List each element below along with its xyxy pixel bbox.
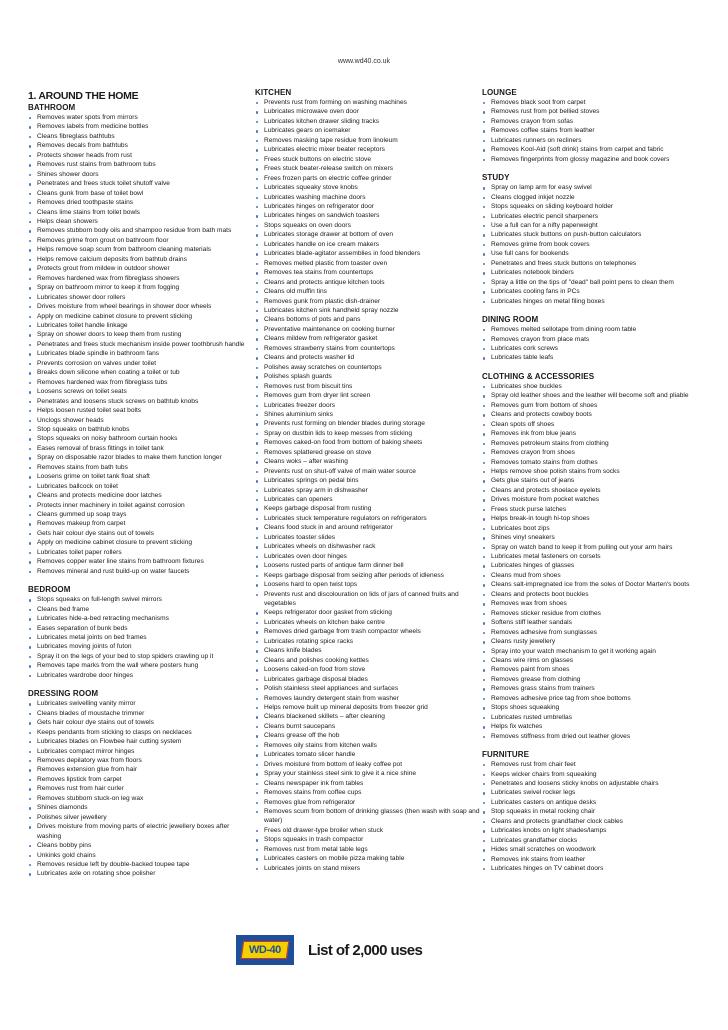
list-item: Cleans clogged inkjet nozzle [482, 193, 702, 202]
list-item: Cleans woks – after washing [255, 457, 480, 466]
list-item: Cleans rusty jewellery [482, 637, 702, 646]
list-item: Gets hair colour dye stains out of towels [28, 718, 253, 727]
list-item: Removes gunk from plastic dish-drainer [255, 297, 480, 306]
list-item: Penetrates and loosens sticky knobs on adjustable chairs [482, 779, 702, 788]
list-item: Removes black soot from carpet [482, 98, 702, 107]
list-item: Cleans blades of moustache trimmer [28, 709, 253, 718]
list-item: Cleans mud from shoes [482, 571, 702, 580]
list-item: Stops shoes squeaking [482, 703, 702, 712]
list-item: Removes stains from bath tubs [28, 463, 253, 472]
list-item: Cleans lime stains from toilet bowls [28, 208, 253, 217]
list-item: Removes dried toothpaste stains [28, 198, 253, 207]
list-item: Removes rust stains from bathroom tubs [28, 160, 253, 169]
list-item: Lubricates wheels on dishwasher rack [255, 542, 480, 551]
list-item: Use a full can for a nifty paperweight [482, 221, 702, 230]
list-item: Lubricates handle on ice cream makers [255, 240, 480, 249]
list-item: Clean spots off shoes [482, 420, 702, 429]
list-item: Helps remove shoe polish stains from socks [482, 467, 702, 476]
list-item: Lubricates hinges of glasses [482, 561, 702, 570]
list-item: Prevents rust forming on blender blades during storage [255, 419, 480, 428]
list-item: Unkinks gold chains [28, 851, 253, 860]
list-item: Lubricates toilet handle linkage [28, 321, 253, 330]
list-item: Stop squeaks on bathtub knobs [28, 425, 253, 434]
section-title: DRESSING ROOM [28, 689, 99, 699]
list-item: Loosens screws on toilet seats [28, 387, 253, 396]
uses-list [28, 699, 253, 879]
list-item: Lubricates blades on Flowbee hair cutting system [28, 737, 253, 746]
list-item: Lubricates toaster slides [255, 533, 480, 542]
list-item: Removes petroleum stains from clothing [482, 439, 702, 448]
list-item: Lubricates shower door rollers [28, 293, 253, 302]
list-item: Softens stiff leather sandals [482, 618, 702, 627]
section-dressing-room [28, 689, 253, 879]
list-item: Removes dried garbage from trash compactor wheels [255, 627, 480, 636]
list-item: Frees old drawer-type broiler when stuck [255, 826, 480, 835]
list-item: Lubricates casters on mobile pizza making table [255, 854, 480, 863]
list-item: Lubricates boot zips [482, 524, 702, 533]
list-item: Removes coffee stains from leather [482, 126, 702, 135]
list-item: Loosens rusted parts of antique farm dinner bell [255, 561, 480, 570]
list-item: Lubricates hinges on refrigerator door [255, 202, 480, 211]
list-item: Removes depilatory wax from floors [28, 756, 253, 765]
list-item: Lubricates rusted umbrellas [482, 713, 702, 722]
section-bathroom [28, 103, 253, 576]
list-item: Lubricates toilet paper rollers [28, 548, 253, 557]
list-item: Preventative maintenance on cooking burner [255, 325, 480, 334]
list-item: Unclogs shower heads [28, 416, 253, 425]
list-item: Cleans old muffin tins [255, 287, 480, 296]
list-item: Shines diamonds [28, 803, 253, 812]
list-item: Stop squeaks in metal rocking chair [482, 807, 702, 816]
list-item: Lubricates hide-a-bed retracting mechanisms [28, 614, 253, 623]
list-item: Helps break-in tough hi-top shoes [482, 514, 702, 523]
list-item: Loosens caked-on food from stove [255, 665, 480, 674]
list-item: Keeps wicker chairs from squeaking [482, 770, 702, 779]
list-item: Helps fix watches [482, 722, 702, 731]
list-item: Removes crayon from place mats [482, 335, 702, 344]
list-item: Lubricates kitchen drawer sliding tracks [255, 117, 480, 126]
list-item: Lubricates wheels on kitchen bake centre [255, 618, 480, 627]
list-item: Removes stains from coffee cups [255, 788, 480, 797]
section-clothing-accessories [482, 372, 702, 741]
list-item: Lubricates gears on icemaker [255, 126, 480, 135]
list-item: Cleans burnt saucepans [255, 722, 480, 731]
list-item: Loosens grime on toilet tank float shaft [28, 472, 253, 481]
list-item: Penetrates and loosens stuck screws on bathtub knobs [28, 397, 253, 406]
list-item: Frees stuck purse latches [482, 505, 702, 514]
column-1 [28, 88, 253, 888]
list-item: Lubricates moving joints of futon [28, 642, 253, 651]
list-item: Lubricates spray arm in dishwasher [255, 486, 480, 495]
list-item: Hides small scratches on woodwork [482, 845, 702, 854]
list-item: Use full cans for bookends [482, 249, 702, 258]
list-item: Cleans wire rims on glasses [482, 656, 702, 665]
list-item: Lubricates metal joints on bed frames [28, 633, 253, 642]
section-title: FURNITURE [482, 750, 530, 760]
list-item: Removes fingerprints from glossy magazine and book covers [482, 155, 702, 164]
list-item: Penetrates and frees stuck buttons on telephones [482, 259, 702, 268]
list-item: Helps remove soap scum from bathroom cleaning materials [28, 245, 253, 254]
section-title: BEDROOM [28, 585, 71, 595]
list-item: Lubricates joints on stand mixers [255, 864, 480, 873]
list-item: Cleans and protects grandfather clock cables [482, 817, 702, 826]
list-item: Polish stainless steel appliances and surfaces [255, 684, 480, 693]
list-item: Removes sticker residue from clothes [482, 609, 702, 618]
list-item: Removes lipstick from carpet [28, 775, 253, 784]
list-item: Cleans bottoms of pots and pans [255, 315, 480, 324]
section-title: DINING ROOM [482, 315, 539, 325]
list-item: Shines aluminium sinks [255, 410, 480, 419]
list-item: Removes rust from pot bellied stoves [482, 107, 702, 116]
column-3 [482, 88, 702, 883]
list-item: Cleans and protects washer lid [255, 353, 480, 362]
section-title: BATHROOM [28, 103, 76, 112]
list-item: Lubricates hinges on sandwich toasters [255, 211, 480, 220]
list-item: Lubricates cork screws [482, 344, 702, 353]
list-item: Lubricates blade spindle in bathroom fans [28, 349, 253, 358]
list-item: Lubricates blade-agitator assemblies in food blenders [255, 249, 480, 258]
list-item: Protects inner machinery in toilet against corrosion [28, 501, 253, 510]
list-item: Removes hardened wax from fibreglass showers [28, 274, 253, 283]
list-item: Lubricates oven door hinges [255, 552, 480, 561]
list-item: Lubricates stuck temperature regulators on refrigerators [255, 514, 480, 523]
list-item: Removes masking tape residue from linoleum [255, 136, 480, 145]
list-item: Removes grass stains from trainers [482, 684, 702, 693]
list-item: Lubricates electric pencil sharpeners [482, 212, 702, 221]
list-item: Removes residue left by double-backed toupee tape [28, 860, 253, 869]
list-item: Lubricates grandfather clocks [482, 836, 702, 845]
uses-list [255, 98, 480, 873]
uses-list [28, 595, 253, 680]
list-item: Spray your stainless steel sink to give it a nice shine [255, 769, 480, 778]
list-item: Lubricates ballcock on toilet [28, 482, 253, 491]
footer [236, 935, 422, 965]
list-item: Spray it on the legs of your bed to stop spiders crawling up it [28, 652, 253, 661]
list-item: Lubricates hinges on metal filing boxes [482, 297, 702, 306]
uses-list [28, 113, 253, 576]
list-item: Helps loosen rusted toilet seat bolts [28, 406, 253, 415]
list-item: Prevents rust on shut-off valve of main water source [255, 467, 480, 476]
column-2 [255, 88, 480, 882]
list-item: Gets glue stains out of jeans [482, 476, 702, 485]
list-item: Helps remove built up mineral deposits from freezer grid [255, 703, 480, 712]
list-item: Lubricates casters on antique desks [482, 798, 702, 807]
list-item: Cleans salt-impregnated ice from the soles of Doctor Marten's boots [482, 580, 702, 589]
list-item: Cleans and protects shoelace eyelets [482, 486, 702, 495]
list-item: Removes tomato stains from clothes [482, 458, 702, 467]
list-item: Removes glue from refrigerator [255, 798, 480, 807]
list-item: Keeps pendants from sticking to clasps on necklaces [28, 728, 253, 737]
list-item: Penetrates and frees stuck mechanism inside power toothbrush handle [28, 340, 253, 349]
list-item: Spray a little on the tips of "dead" ball point pens to clean them [482, 278, 702, 287]
list-item: Shines vinyl sneakers [482, 533, 702, 542]
list-item: Cleans mildew from refrigerator gasket [255, 334, 480, 343]
list-item: Removes ink from blue jeans [482, 429, 702, 438]
list-item: Removes rust from chair feet [482, 760, 702, 769]
list-item: Polishes splash guards [255, 372, 480, 381]
list-item: Removes rust from biscuit tins [255, 382, 480, 391]
uses-list [482, 98, 702, 164]
list-item: Cleans and protects boot buckles [482, 590, 702, 599]
list-item: Lubricates compact mirror hinges [28, 747, 253, 756]
list-item: Eases separation of bunk beds [28, 624, 253, 633]
list-item: Removes tea stains from countertops [255, 268, 480, 277]
list-item: Removes gum from bottom of shoes [482, 401, 702, 410]
list-item: Removes splattered grease on stove [255, 448, 480, 457]
list-item: Lubricates axle on rotating shoe polisher [28, 869, 253, 878]
main-title: 1. AROUND THE HOME [28, 90, 139, 102]
list-item: Lubricates freezer doors [255, 401, 480, 410]
list-item: Cleans and polishes cooking kettles [255, 656, 480, 665]
list-item: Removes laundry detergent stain from washer [255, 694, 480, 703]
list-item: Spray on shower doors to keep them from rusting [28, 330, 253, 339]
list-item: Lubricates squeaky stove knobs [255, 183, 480, 192]
list-item: Drives moisture from pocket watches [482, 495, 702, 504]
wd40-logo [236, 935, 294, 965]
list-item: Drives moisture from wheel bearings in shower door wheels [28, 302, 253, 311]
list-item: Spray on lamp arm for easy swivel [482, 183, 702, 192]
list-item: Keeps refrigerator door gasket from sticking [255, 608, 480, 617]
uses-list [482, 325, 702, 363]
list-item: Removes Kool-Aid (soft drink) stains from carpet and fabric [482, 145, 702, 154]
uses-list [482, 183, 702, 306]
list-item: Protects grout from mildew in outdoor shower [28, 264, 253, 273]
list-item: Cleans food stuck in and around refrigerator [255, 523, 480, 532]
list-item: Spray on dustbin lids to keep messes from sticking [255, 429, 480, 438]
list-item: Lubricates wardrobe door hinges [28, 671, 253, 680]
list-item: Cleans and protects antique kitchen tools [255, 278, 480, 287]
list-item: Removes copper water line stains from bathroom fixtures [28, 557, 253, 566]
logo-text: WD-40 [249, 944, 281, 956]
list-item: Keeps garbage disposal from rusting [255, 504, 480, 513]
section-study [482, 173, 702, 306]
list-item: Lubricates hinges on TV cabinet doors [482, 864, 702, 873]
list-item: Lubricates cooling fans in PCs [482, 287, 702, 296]
list-item: Polishes silver jewellery [28, 813, 253, 822]
list-item: Lubricates microwave oven door [255, 107, 480, 116]
list-item: Removes rust from hair curler [28, 784, 253, 793]
list-item: Removes melted plastic from toaster oven [255, 259, 480, 268]
list-item: Removes melted sellotape from dining room table [482, 325, 702, 334]
list-item: Lubricates table leafs [482, 353, 702, 362]
list-item: Lubricates stuck buttons on push-button calculators [482, 230, 702, 239]
list-item: Lubricates kitchen sink handheld spray nozzle [255, 306, 480, 315]
list-item: Removes strawberry stains from countertops [255, 344, 480, 353]
section-dining-room [482, 315, 702, 363]
list-item: Spray on watch band to keep it from pulling out your arm hairs [482, 543, 702, 552]
section-title: LOUNGE [482, 88, 517, 97]
list-item: Drives moisture from bottom of leaky coffee pot [255, 760, 480, 769]
list-item: Gets hair colour dye stains out of towels [28, 529, 253, 538]
list-item: Removes stubborn stuck-on leg wax [28, 794, 253, 803]
list-item: Removes scum from bottom of drinking glasses (then wash with soap and water) [255, 807, 480, 826]
list-item: Lubricates metal fasteners on corsets [482, 552, 702, 561]
list-item: Keeps garbage disposal from seizing after periods of idleness [255, 571, 480, 580]
list-item: Cleans newspaper ink from tables [255, 779, 480, 788]
list-item: Stops squeaks on noisy bathroom curtain hooks [28, 434, 253, 443]
section-title: STUDY [482, 173, 510, 183]
website-url: www.wd40.co.uk [337, 58, 391, 65]
list-item: Cleans knife blades [255, 646, 480, 655]
list-item: Prevents rust from forming on washing machines [255, 98, 480, 107]
list-item: Cleans bed frame [28, 605, 253, 614]
section-lounge [482, 88, 702, 164]
list-item: Frees frozen parts on electric coffee grinder [255, 174, 480, 183]
list-item: Shines shower doors [28, 170, 253, 179]
list-item: Polishes away scratches on countertops [255, 363, 480, 372]
list-item: Removes grime from grout on bathroom floor [28, 236, 253, 245]
list-item: Penetrates and frees stuck toilet shutoff valve [28, 179, 253, 188]
list-item: Lubricates rotating spice racks [255, 637, 480, 646]
list-item: Lubricates runners on recliners [482, 136, 702, 145]
list-item: Cleans grease off the hob [255, 731, 480, 740]
list-item: Removes paint from shoes [482, 665, 702, 674]
list-item: Removes rust from metal table legs [255, 845, 480, 854]
uses-list [482, 760, 702, 873]
footer-title: List of 2,000 uses [308, 941, 423, 959]
list-item: Protects shower heads from rust [28, 151, 253, 160]
section-title: CLOTHING & ACCESSORIES [482, 371, 595, 381]
list-item: Lubricates can openers [255, 495, 480, 504]
list-item: Cleans bobby pins [28, 841, 253, 850]
list-item: Removes labels from medicine bottles [28, 122, 253, 131]
list-item: Removes decals from bathtubs [28, 141, 253, 150]
list-item: Removes crayon from shoes [482, 448, 702, 457]
list-item: Cleans fibreglass bathtubs [28, 132, 253, 141]
list-item: Lubricates springs on pedal bins [255, 476, 480, 485]
list-item: Removes stubborn body oils and shampoo residue from bath mats [28, 226, 253, 235]
list-item: Removes makeup from carpet [28, 519, 253, 528]
list-item: Loosens hard to open twist tops [255, 580, 480, 589]
list-item: Removes adhesive from sunglasses [482, 628, 702, 637]
list-item: Apply on medicine cabinet closure to prevent sticking [28, 312, 253, 321]
list-item: Removes adhesive price tag from shoe bottoms [482, 694, 702, 703]
section-furniture [482, 750, 702, 873]
list-item: Lubricates washing machine doors [255, 193, 480, 202]
section-title: KITCHEN [255, 88, 292, 97]
list-item: Lubricates shoe buckles [482, 382, 702, 391]
list-item: Spray into your watch mechanism to get it working again [482, 647, 702, 656]
list-item: Helps remove calcium deposits from bathtub drains [28, 255, 253, 264]
list-item: Cleans gunk from base of toilet bowl [28, 189, 253, 198]
list-item: Lubricates swivel rocker legs [482, 788, 702, 797]
list-item: Removes grease from clothing [482, 675, 702, 684]
list-item: Breaks down silicone when coating a toilet or tub [28, 368, 253, 377]
list-item: Prevents rust and discolouration on lids of jars of canned fruits and vegetables [255, 590, 480, 609]
list-item: Lubricates notebook binders [482, 268, 702, 277]
list-item: Lubricates garbage disposal blades [255, 675, 480, 684]
list-item: Spray old leather shoes and the leather will become soft and pliable [482, 391, 702, 400]
list-item: Removes tape marks from the wall where posters hung [28, 661, 253, 670]
list-item: Spray on bathroom mirror to keep it from fogging [28, 283, 253, 292]
list-item: Lubricates knobs on light shades/lamps [482, 826, 702, 835]
list-item: Cleans and protects medicine door latches [28, 491, 253, 500]
list-item: Removes oily stains from kitchen walls [255, 741, 480, 750]
list-item: Spray on disposable razor blades to make them function longer [28, 453, 253, 462]
list-item: Removes hardened wax from fibreglass tubs [28, 378, 253, 387]
uses-list [482, 382, 702, 741]
list-item: Prevents corrosion on valves under toilet [28, 359, 253, 368]
list-item: Removes water spots from mirrors [28, 113, 253, 122]
list-item: Lubricates swivelling vanity mirror [28, 699, 253, 708]
list-item: Stops squeaks in trash compactor [255, 835, 480, 844]
list-item: Removes crayon from sofas [482, 117, 702, 126]
list-item: Lubricates tomato slicer handle [255, 750, 480, 759]
list-item: Removes extension glue from hair [28, 765, 253, 774]
list-item: Removes stiffness from dried out leather gloves [482, 732, 702, 741]
list-item: Frees stuck buttons on electric stove [255, 155, 480, 164]
list-item: Stops squeaks on oven doors [255, 221, 480, 230]
list-item: Apply on medicine cabinet closure to prevent sticking [28, 538, 253, 547]
list-item: Cleans and protects cowboy boots [482, 410, 702, 419]
list-item: Removes caked-on food from bottom of baking sheets [255, 438, 480, 447]
list-item: Lubricates electric mixer beater receptors [255, 145, 480, 154]
list-item: Removes mineral and rust build-up on water faucets [28, 567, 253, 576]
section-bedroom [28, 585, 253, 680]
list-item: Removes wax from shoes [482, 599, 702, 608]
list-item: Frees stuck beater-release switch on mixers [255, 164, 480, 173]
list-item: Removes gum from dryer lint screen [255, 391, 480, 400]
list-item: Cleans gummed up soap trays [28, 510, 253, 519]
list-item: Stops squeaks on full-length swivel mirrors [28, 595, 253, 604]
section-kitchen [255, 88, 480, 873]
logo-badge [241, 941, 290, 959]
list-item: Drives moisture from moving parts of electric jewellery boxes after washing [28, 822, 253, 841]
list-item: Eases removal of brass fittings in toilet tank [28, 444, 253, 453]
list-item: Helps clean showers [28, 217, 253, 226]
list-item: Cleans blackened skillets – after cleaning [255, 712, 480, 721]
list-item: Lubricates storage drawer at bottom of oven [255, 230, 480, 239]
list-item: Removes grime from book covers [482, 240, 702, 249]
list-item: Removes ink stains from leather [482, 855, 702, 864]
list-item: Stops squeaks on sliding keyboard holder [482, 202, 702, 211]
